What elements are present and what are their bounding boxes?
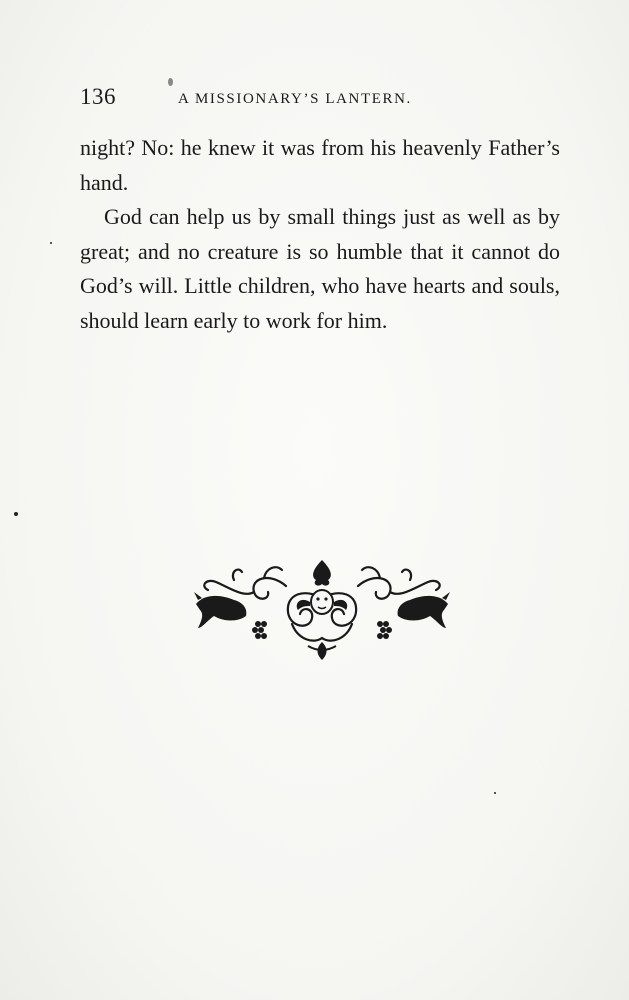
paragraph: God can help us by small things just as well as by great; and no creature is so humble that it cannot do God’s will. Little children, who have hearts and souls, should learn early to work for him. xyxy=(80,204,560,333)
ink-speck xyxy=(50,242,52,244)
ink-speck xyxy=(14,512,18,516)
running-head xyxy=(80,84,560,114)
paragraph-continuation: night? No: he knew it was from his heavenly Father’s hand. xyxy=(80,135,560,195)
ink-speck xyxy=(494,792,496,794)
ink-speck xyxy=(168,78,173,86)
floral-tailpiece-icon xyxy=(194,558,450,662)
running-title: A MISSIONARY’S LANTERN. xyxy=(178,91,412,107)
page-number: 136 xyxy=(80,84,116,109)
body-text xyxy=(80,131,560,338)
